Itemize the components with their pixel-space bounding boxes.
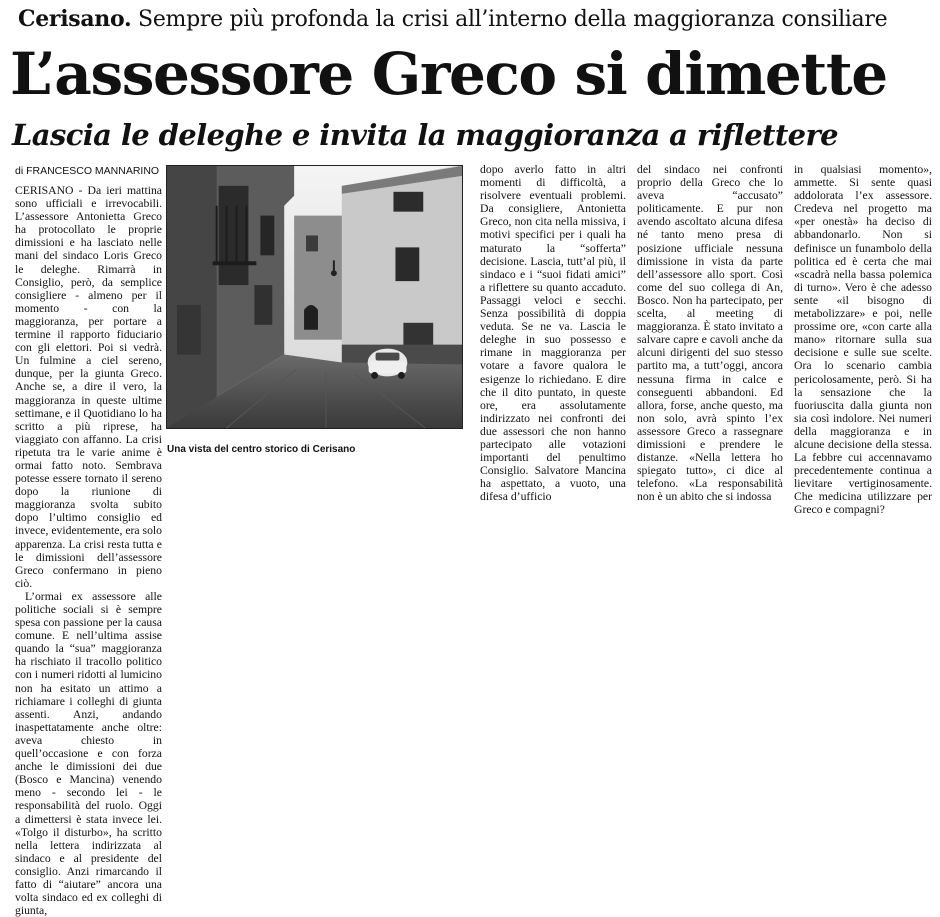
headline: L’assessore Greco si dimette	[10, 40, 887, 108]
street-photo	[166, 165, 463, 429]
body-column-4	[794, 163, 932, 517]
kicker	[18, 4, 930, 36]
body-column-3	[637, 163, 783, 504]
paragraph: L’ormai ex assessore alle politiche sociali si è sempre spesa con passione per la causa comune. E nell’ultima assise quando la “sua” maggioranza ha rischiato il tracollo politico con i numeri ridotti al lumicino non ha esitato un attimo a richiamare i colleghi di giunta assenti. Anzi, andando inaspettatamente anche oltre: aveva chiesto in quell’occasione e con forza anche le dimissioni dei due (Bosco e Mancina) venendo meno - secondo lei - le responsabilità del ruolo. Oggi a dimettersi è stata invece lei. «Tolgo il disturbo», ha scritto nella lettera indirizzata al sindaco e al presidente del consiglio. Anzi rimarcando il fatto di “aiutare” ancora una volta sindaco ed ex colleghi di giunta,	[15, 589, 162, 917]
photo-caption: Una vista del centro storico di Cerisano	[167, 444, 356, 455]
kicker-place: Cerisano.	[18, 6, 132, 32]
paragraph: del sindaco nei confronti proprio della Greco che lo aveva “accusato” politicamente. E pur non avendo ascoltato alcuna difesa né tanto meno presa di posizione ufficiale nessuna dimissione in vista da parte dell’assessore allo sport. Così come del suo collega di An, Bosco. Non ha partecipato, per scelta, al meeting di maggioranza. È stato invitato a salvare capre e cavoli anche da alcuni dirigenti del suo stesso partito ma, a tutt’oggi, ancora nessuna firma in calce e conseguenti abbandoni. Ed allora, forse, anche questo, ma non solo, avrà spinto l’ex assessore Greco a rassegnare dimissioni e prendere le distanze. «Nella lettera ho spiegato tutto», ci dice al telefono. «La responsabilità non è un abito che si indossa	[637, 163, 783, 504]
street-photo-image	[167, 166, 462, 428]
body-column-1	[15, 184, 163, 917]
paragraph: dopo averlo fatto in altri momenti di difficoltà, a risolvere eventuali problemi. Da consigliere, Antonietta Greco, non cita nella missiva, i motivi specifici per i quali ha maturato la “sofferta” decisione. Lascia, tutt’al più, il sindaco e i “suoi fidati amici” a riflettere su quanto accaduto. Passaggi veloci e secchi. Senza possibilità di doppia veduta. Se ne va. Lascia le deleghe in suo possesso e rimane in maggioranza per votare a favore qualora le esigenze lo richiedano. E dire che il dito puntato, in queste ore, era assolutamente indirizzato nei confronti dei due assessori che non hanno partecipato alle votazioni importanti del penultimo Consiglio. Salvatore Mancina ha aspettato, a vuoto, una difesa d’ufficio	[480, 163, 626, 504]
byline: di FRANCESCO MANNARINO	[15, 165, 160, 177]
kicker-text: Sempre più profonda la crisi all’interno della maggioranza consiliare	[138, 7, 888, 32]
paragraph: CERISANO - Da ieri mattina sono ufficiali e irrevocabili. L’assessore Antonietta Greco ha protocollato le proprie dimissioni e ha lasciato nelle mani del sindaco Loris Greco le deleghe. Rimarrà in Consiglio, però, da semplice consigliere - almeno per il momento - con la maggioranza, per portare a termine il rapporto fiduciario con gli elettori. Poi si vedrà. Un fulmine a ciel sereno, dunque, per la giunta Greco. Anche se, a dire il vero, la maggioranza in queste ultime settimane, e il Quotidiano lo ha scritto a più riprese, ha viaggiato con affanno. La crisi ripetuta tra le varie anime è ormai fatto noto. Sembrava potesse essere tornato il sereno dopo la riunione di maggioranza svolta subito dopo l’ultimo consiglio ed invece, evidentemente, era solo apparenza. La crisi resta tutta e le dimissioni dell’assessore Greco confermano in pieno ciò.	[15, 184, 163, 590]
subheadline: Lascia le deleghe e invita la maggioranza a riflettere	[12, 118, 839, 152]
body-column-2	[480, 163, 626, 504]
paragraph: in qualsiasi momento», ammette. Si sente quasi addolorata l’ex assessore. Credeva nel progetto ma «per onestà» ha deciso di abbandonarlo. Non si definisce un funambolo della politica ed è certa che mai «scadrà nella bassa polemica di turno». Vero è che adesso sente «il bisogno di metabolizzare» e poi, nelle prossime ore, «con carte alla mano» ritornare sulla sua decisione e sulle sue scelte. Ora lo scenario cambia pericolosamente, però. Si ha la sensazione che la fuoriuscita dalla giunta non sia così indolore. Nei numeri della maggioranza e in alcune decisione della stessa. La febbre cui accennavamo precedentemente continua a lievitare vertiginosamente. Che medicina utilizzare per Greco e compagni?	[794, 163, 932, 517]
